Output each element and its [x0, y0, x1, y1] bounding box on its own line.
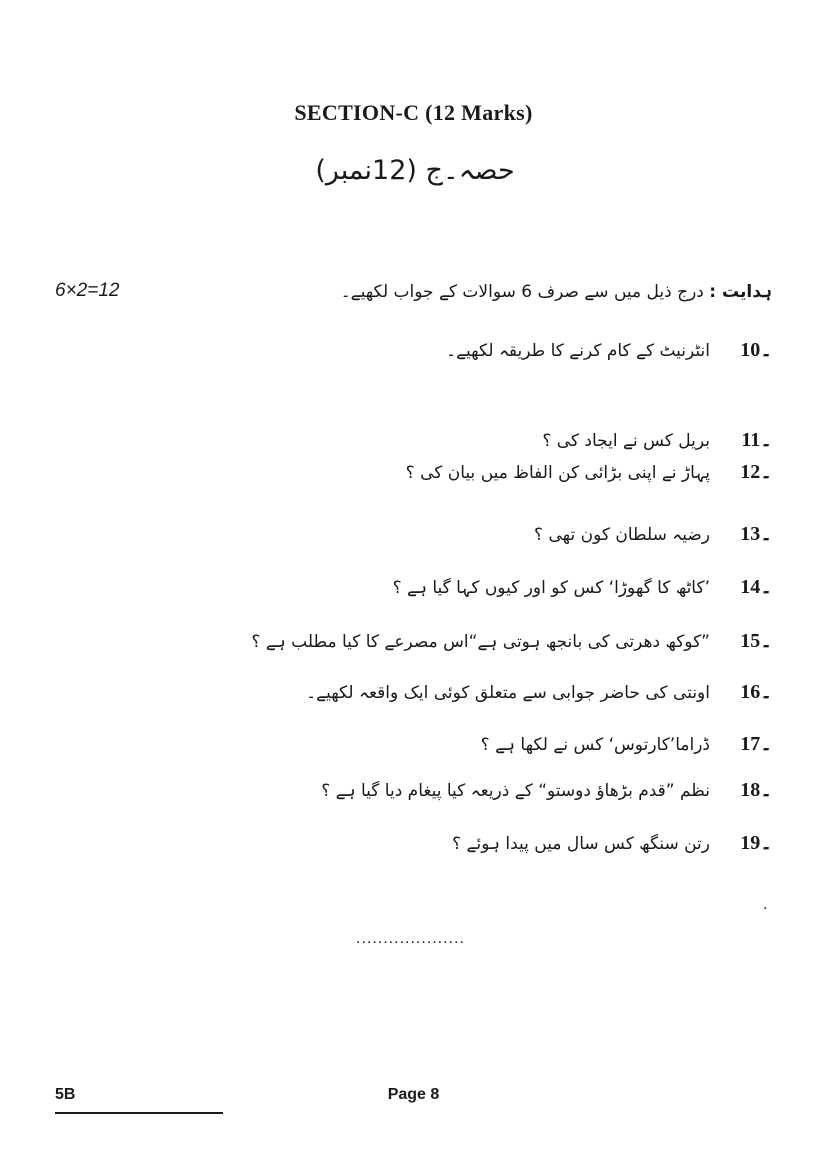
question-text: رضیہ سلطان کون تھی ؟: [534, 525, 710, 545]
question-text: نظم ”قدم بڑھاؤ دوستو“ کے ذریعہ کیا پیغام دیا گیا ہے ؟: [321, 781, 710, 801]
instruction-label: ہدایت :: [709, 282, 772, 302]
question-text: ڈراما’کارتوس‘ کس نے لکھا ہے ؟: [480, 735, 710, 755]
question-number: 17۔: [740, 733, 772, 755]
question-number: 18۔: [740, 779, 772, 801]
marks-formula: 6×2=12: [55, 280, 120, 301]
question-text: رتن سنگھ کس سال میں پیدا ہوئے ؟: [452, 834, 710, 854]
question-18: [252, 773, 772, 807]
question-number: 10۔: [740, 339, 772, 361]
question-19: [252, 826, 772, 860]
question-number: 12۔: [740, 461, 772, 483]
footer-rule: [55, 1112, 223, 1114]
end-dots: ....................: [356, 930, 465, 947]
question-number: 14۔: [740, 576, 772, 598]
question-text: انٹرنیٹ کے کام کرنے کا طریقہ لکھیے۔: [446, 341, 710, 361]
question-17: [252, 727, 772, 761]
question-11: [252, 423, 772, 457]
page-number: Page 8: [387, 1086, 440, 1103]
question-14: [252, 570, 772, 604]
question-text: بریل کس نے ایجاد کی ؟: [542, 431, 710, 451]
question-number: 16۔: [740, 681, 772, 703]
question-text: اونتی کی حاضر جوابی سے متعلق کوئی ایک واقعہ لکھیے۔: [306, 683, 710, 703]
instruction: [252, 281, 772, 302]
question-text: ”کوکھ دھرتی کی بانجھ ہوتی ہے“اس مصرعے کا کیا مطلب ہے ؟: [251, 632, 710, 652]
question-number: 13۔: [740, 523, 772, 545]
question-number: 19۔: [740, 832, 772, 854]
question-13: [252, 517, 772, 551]
footer-code: 5B: [55, 1086, 76, 1103]
question-16: [252, 675, 772, 709]
instruction-text: درج ذیل میں سے صرف 6 سوالات کے جواب لکھیے۔: [340, 282, 704, 302]
section-title-urdu: حصہ۔ج (12نمبر): [315, 155, 515, 186]
question-number: 11۔: [741, 429, 772, 451]
question-15: [252, 624, 772, 658]
question-text: ’کاٹھ کا گھوڑا‘ کس کو اور کیوں کہا گیا ہے ؟: [392, 578, 710, 598]
question-text: پہاڑ نے اپنی بڑائی کن الفاظ میں بیان کی ؟: [405, 463, 710, 483]
question-number: 15۔: [740, 630, 772, 652]
end-mark: .: [763, 896, 768, 913]
section-title: SECTION-C (12 Marks): [294, 100, 533, 125]
question-10: [252, 333, 772, 367]
question-12: [252, 455, 772, 489]
